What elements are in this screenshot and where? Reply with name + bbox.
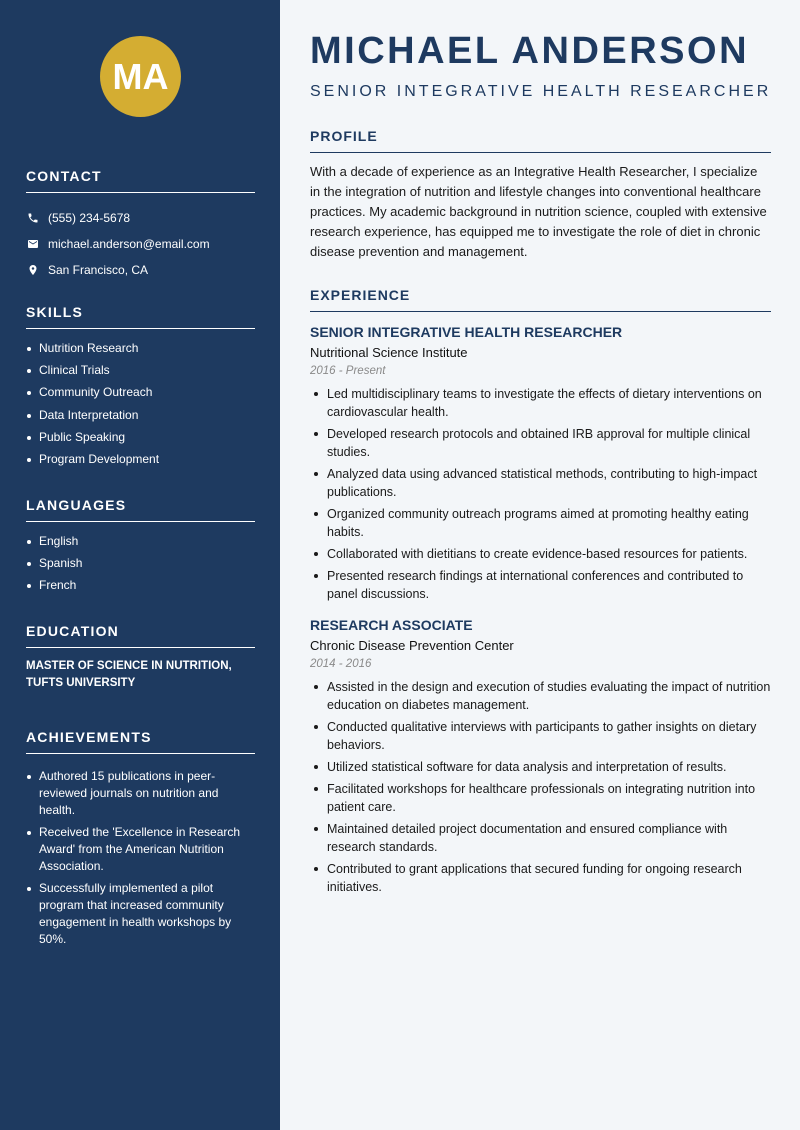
job-bullet: Facilitated workshops for healthcare professionals on integrating nutrition into patient care. bbox=[310, 780, 771, 816]
skills-list bbox=[26, 340, 255, 468]
experience-heading: EXPERIENCE bbox=[310, 287, 771, 312]
achievement-item: Received the 'Excellence in Research Award' from the American Nutrition Association. bbox=[26, 824, 255, 875]
job-title: RESEARCH ASSOCIATE bbox=[310, 617, 473, 633]
experience-entry bbox=[310, 617, 771, 896]
education-degree bbox=[26, 658, 255, 692]
job-bullet: Analyzed data using advanced statistical methods, contributing to high-impact publications. bbox=[310, 465, 771, 501]
contact-list bbox=[26, 205, 255, 283]
contact-phone-text: (555) 234-5678 bbox=[48, 211, 131, 225]
job-dates: 2016 - Present bbox=[310, 365, 386, 377]
contact-heading: CONTACT bbox=[26, 168, 255, 193]
contact-email bbox=[26, 231, 255, 257]
achievements-heading: ACHIEVEMENTS bbox=[26, 729, 255, 754]
job-title: SENIOR INTEGRATIVE HEALTH RESEARCHER bbox=[310, 324, 623, 340]
profile-heading: PROFILE bbox=[310, 128, 771, 153]
email-icon bbox=[26, 238, 39, 251]
contact-location bbox=[26, 257, 255, 283]
sidebar bbox=[0, 0, 280, 1130]
job-bullet: Led multidisciplinary teams to investigate the effects of dietary interventions on cardiovascular health. bbox=[310, 385, 771, 421]
skill-item: Community Outreach bbox=[26, 384, 255, 401]
job-bullet: Utilized statistical software for data analysis and interpretation of results. bbox=[310, 758, 771, 776]
job-bullet: Presented research findings at international conferences and contributed to panel discussions. bbox=[310, 567, 771, 603]
job-bullets bbox=[310, 385, 771, 603]
languages-heading: LANGUAGES bbox=[26, 497, 255, 522]
phone-icon bbox=[26, 212, 39, 225]
education-line-2: TUFTS UNIVERSITY bbox=[26, 677, 136, 689]
achievement-item: Authored 15 publications in peer-reviewed journals on nutrition and health. bbox=[26, 768, 255, 819]
skill-item: Program Development bbox=[26, 451, 255, 468]
languages-list bbox=[26, 533, 255, 594]
job-title-subtitle: SENIOR INTEGRATIVE HEALTH RESEARCHER bbox=[310, 83, 772, 100]
page-title: MICHAEL ANDERSON bbox=[310, 30, 750, 72]
experience-section bbox=[310, 287, 771, 900]
job-dates: 2014 - 2016 bbox=[310, 658, 372, 670]
company-name: Nutritional Science Institute bbox=[310, 345, 468, 360]
language-item: Spanish bbox=[26, 555, 255, 572]
skill-item: Data Interpretation bbox=[26, 407, 255, 424]
skills-section bbox=[26, 304, 255, 473]
job-bullet: Conducted qualitative interviews with participants to gather insights on dietary behaviors. bbox=[310, 718, 771, 754]
job-bullet: Developed research protocols and obtained IRB approval for multiple clinical studies. bbox=[310, 425, 771, 461]
skills-heading: SKILLS bbox=[26, 304, 255, 329]
job-bullets bbox=[310, 678, 771, 896]
skill-item: Clinical Trials bbox=[26, 362, 255, 379]
location-icon bbox=[26, 264, 39, 277]
education-section bbox=[26, 623, 255, 692]
skill-item: Public Speaking bbox=[26, 429, 255, 446]
education-line-1: MASTER OF SCIENCE IN NUTRITION, bbox=[26, 660, 232, 672]
skill-item: Nutrition Research bbox=[26, 340, 255, 357]
job-bullet: Assisted in the design and execution of studies evaluating the impact of nutrition education on diabetes management. bbox=[310, 678, 771, 714]
avatar: MA bbox=[100, 36, 181, 117]
job-bullet: Contributed to grant applications that secured funding for ongoing research initiatives. bbox=[310, 860, 771, 896]
contact-phone bbox=[26, 205, 255, 231]
achievements-list bbox=[26, 768, 255, 948]
contact-section bbox=[26, 168, 255, 283]
experience-entry bbox=[310, 324, 771, 603]
achievement-item: Successfully implemented a pilot program that increased community engagement in health workshops by 50%. bbox=[26, 880, 255, 948]
languages-section bbox=[26, 497, 255, 600]
profile-section bbox=[310, 128, 771, 262]
contact-email-text: michael.anderson@email.com bbox=[48, 237, 210, 251]
company-name: Chronic Disease Prevention Center bbox=[310, 638, 514, 653]
profile-text: With a decade of experience as an Integrative Health Researcher, I specialize in the integration of nutrition and lifestyle changes into conventional healthcare practices. My academic background in nutrition science, coupled with extensive research experience, has equipped me to investigate the role of diet in chronic disease prevention and management. bbox=[310, 164, 767, 259]
job-bullet: Organized community outreach programs aimed at promoting healthy eating habits. bbox=[310, 505, 771, 541]
language-item: French bbox=[26, 577, 255, 594]
education-heading: EDUCATION bbox=[26, 623, 255, 648]
job-bullet: Collaborated with dietitians to create evidence-based resources for patients. bbox=[310, 545, 771, 563]
achievements-section bbox=[26, 729, 255, 953]
job-bullet: Maintained detailed project documentation and ensured compliance with research standards. bbox=[310, 820, 771, 856]
contact-location-text: San Francisco, CA bbox=[48, 263, 149, 277]
language-item: English bbox=[26, 533, 255, 550]
